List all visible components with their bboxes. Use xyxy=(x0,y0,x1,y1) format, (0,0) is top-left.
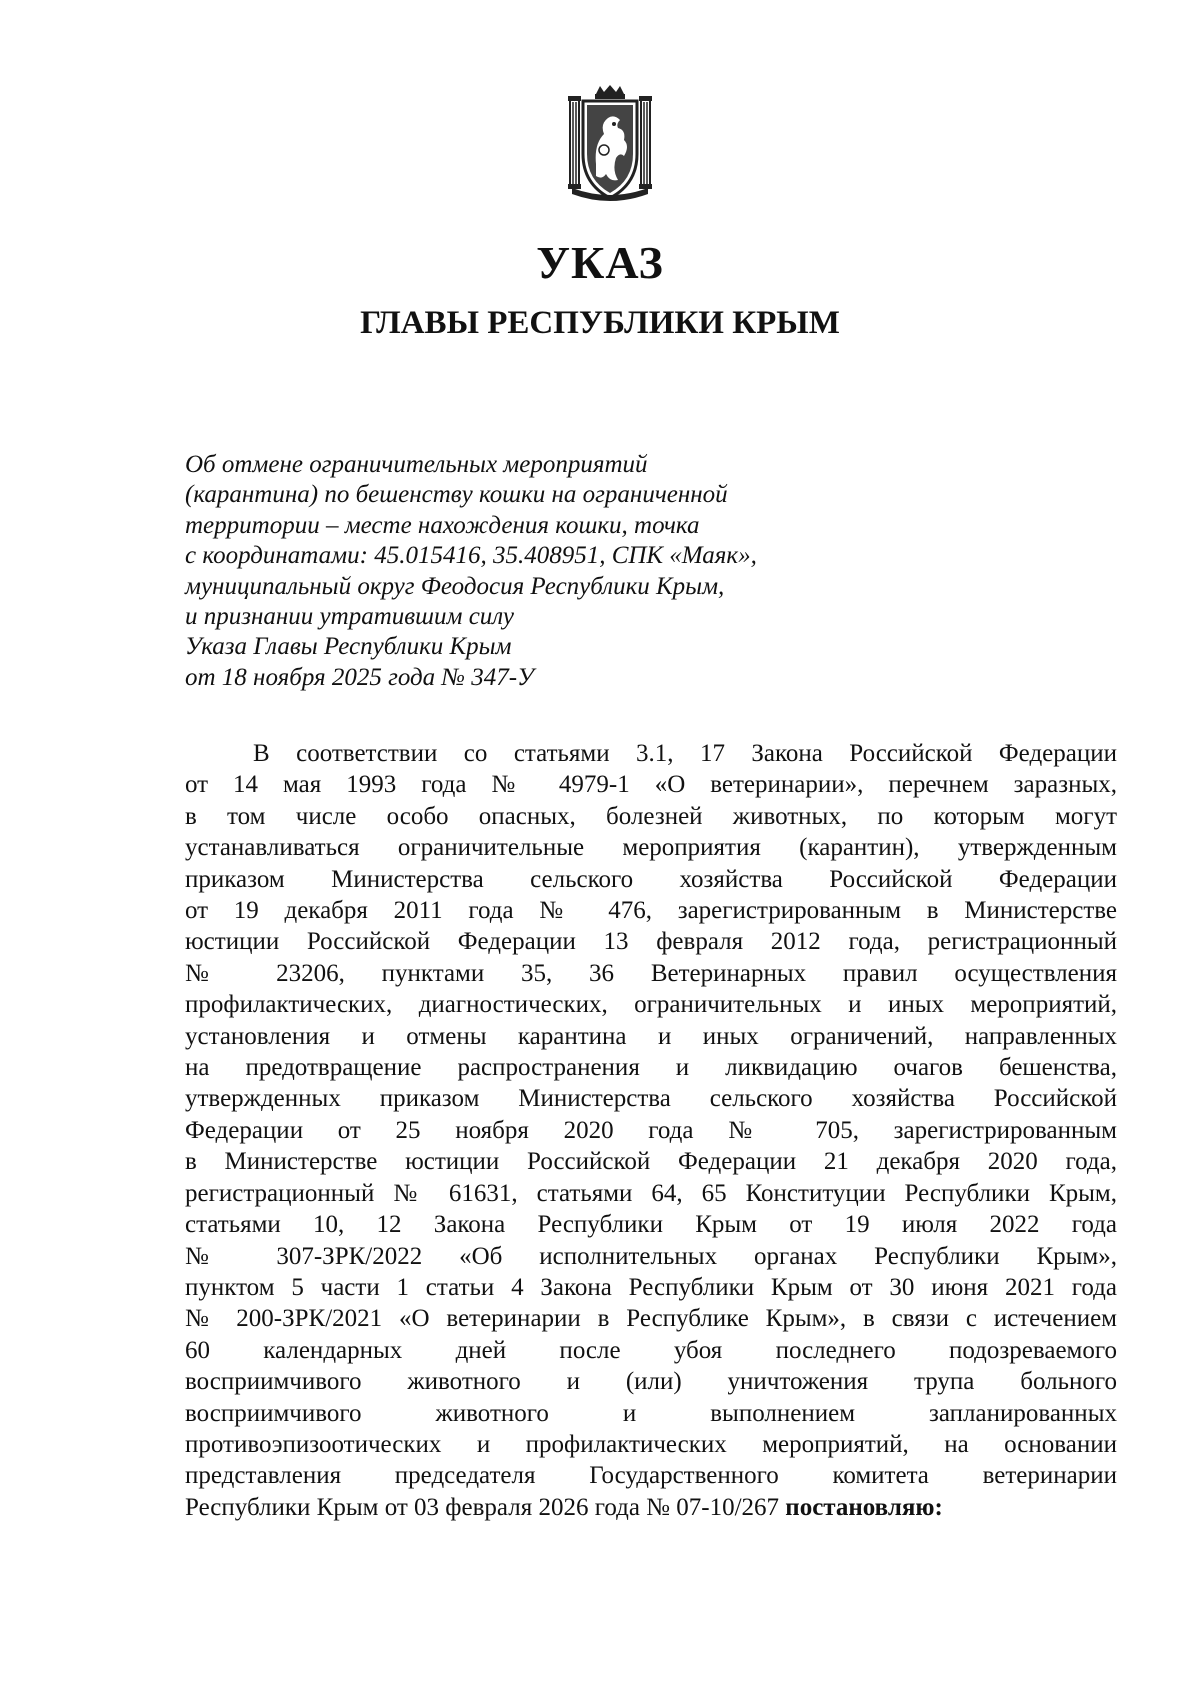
body-line: пунктом 5 части 1 статьи 4 Закона Республики Крым от 30 июня 2021 года xyxy=(185,1273,1117,1301)
body-line: в том числе особо опасных, болезней животных, по которым могут xyxy=(185,802,1117,830)
body-line: приказом Министерства сельского хозяйства Российской Федерации xyxy=(185,865,1117,893)
body-line: № 23206, пунктами 35, 36 Ветеринарных правил осуществления xyxy=(185,959,1117,987)
body-line: от 19 декабря 2011 года № 476, зарегистрированным в Министерстве xyxy=(185,897,1117,925)
resolution-word: постановляю: xyxy=(785,1493,943,1521)
document-type-title: УКАЗ xyxy=(536,237,664,288)
subject-line: Указа Главы Республики Крым xyxy=(185,633,512,661)
body-line: от 14 мая 1993 года № 4979-1 «О ветеринарии», перечнем заразных, xyxy=(185,771,1117,799)
body-line: регистрационный № 61631, статьями 64, 65 Конституции Республики Крым, xyxy=(185,1179,1117,1207)
body-line: на предотвращение распространения и ликвидацию очагов бешенства, xyxy=(185,1054,1117,1082)
body-line: статьями 10, 12 Закона Республики Крым от 19 июля 2022 года xyxy=(185,1211,1117,1239)
subject-line: (карантина) по бешенству кошки на ограниченной xyxy=(185,481,728,509)
subject-line: и признании утратившим силу xyxy=(185,603,514,631)
body-line: представления председателя Государственного комитета ветеринарии xyxy=(185,1462,1117,1490)
body-line: Федерации от 25 ноября 2020 года № 705, зарегистрированным xyxy=(185,1116,1117,1144)
body-line: в Министерстве юстиции Российской Федерации 21 декабря 2020 года, xyxy=(185,1148,1117,1176)
body-line: профилактических, диагностических, ограничительных и иных мероприятий, xyxy=(185,991,1117,1019)
body-line: восприимчивого животного и выполнением запланированных xyxy=(185,1399,1117,1427)
body-line: утвержденных приказом Министерства сельского хозяйства Российской xyxy=(185,1085,1117,1113)
body-line: восприимчивого животного и (или) уничтожения трупа больного xyxy=(185,1368,1117,1396)
subject-line: с координатами: 45.015416, 35.408951, СПК «Маяк», xyxy=(185,542,757,570)
preamble-paragraph xyxy=(185,738,1117,1523)
body-line: № 200-ЗРК/2021 «О ветеринарии в Республике Крым», в связи с истечением xyxy=(185,1305,1117,1333)
issuing-authority: ГЛАВЫ РЕСПУБЛИКИ КРЫМ xyxy=(360,305,840,341)
subject-line: муниципальный округ Феодосия Республики Крым, xyxy=(185,572,725,600)
body-line: устанавливаться ограничительные мероприятия (карантин), утвержденным xyxy=(185,834,1117,862)
subject-line: территории – месте нахождения кошки, точка xyxy=(185,511,700,539)
body-line: юстиции Российской Федерации 13 февраля 2012 года, регистрационный xyxy=(185,928,1117,956)
body-line: противоэпизоотических и профилактических мероприятий, на основании xyxy=(185,1430,1117,1458)
crimea-coat-of-arms-icon xyxy=(566,84,654,202)
subject-line: от 18 ноября 2025 года № 347-У xyxy=(185,663,534,691)
body-line: В соответствии со статьями 3.1, 17 Закона Российской Федерации xyxy=(253,740,1117,767)
body-line: 60 календарных дней после убоя последнего подозреваемого xyxy=(185,1336,1117,1364)
body-line: установления и отмены карантина и иных ограничений, направленных xyxy=(185,1022,1117,1050)
body-line-text: Республики Крым от 03 февраля 2026 года № 07-10/267 xyxy=(185,1493,780,1521)
body-line: № 307-ЗРК/2022 «Об исполнительных органах Республики Крым», xyxy=(185,1242,1117,1270)
document-subject xyxy=(185,450,885,693)
subject-line: Об отмене ограничительных мероприятий xyxy=(185,451,648,478)
body-line-final xyxy=(185,1492,1117,1523)
